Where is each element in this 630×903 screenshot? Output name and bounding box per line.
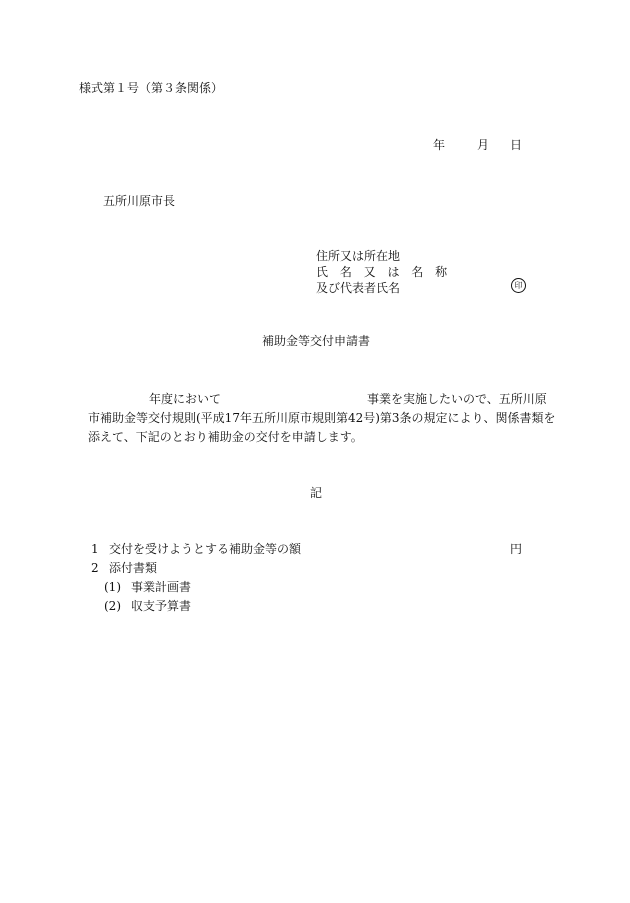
- attachment-number: (2): [104, 599, 121, 613]
- attachment-item: [91, 597, 301, 616]
- attachment-text: 事業計画書: [131, 580, 192, 594]
- addressee: 五所川原市長: [103, 194, 176, 208]
- item-number: 1: [91, 542, 99, 556]
- attachment-item: [91, 578, 301, 597]
- list-item: [91, 559, 301, 578]
- item-number: 2: [91, 561, 99, 575]
- date-day-label: 日: [510, 138, 523, 152]
- body-line-2: 市補助金等交付規則(平成17年五所川原市規則第42号)第3条の規定により、関係書類を: [88, 411, 556, 425]
- attachment-text: 収支予算書: [131, 599, 192, 613]
- list-item: [91, 540, 301, 559]
- document-title: 補助金等交付申請書: [262, 334, 371, 348]
- name-label: 氏 名 又 は 名 称: [316, 265, 452, 279]
- seal-mark: 印: [511, 278, 526, 293]
- representative-label: 及び代表者氏名: [316, 281, 401, 295]
- address-label: 住所又は所在地: [316, 249, 401, 263]
- body-project-text: 事業を実施したいので、五所川原: [367, 392, 547, 406]
- body-fiscal-year-text: 年度において: [149, 392, 222, 406]
- body-line-3: 添えて、下記のとおり補助金の交付を申請します。: [88, 430, 363, 444]
- attachment-number: (1): [104, 580, 121, 594]
- items-list: [91, 540, 301, 616]
- body-paragraph: [88, 390, 558, 447]
- yen-unit-label: 円: [510, 542, 523, 556]
- item-text: 添付書類: [109, 561, 158, 575]
- item-text: 交付を受けようとする補助金等の額: [109, 542, 302, 556]
- date-year-label: 年: [433, 138, 446, 152]
- date-month-label: 月: [477, 138, 490, 152]
- date-line: [433, 137, 522, 153]
- ki-heading: 記: [310, 486, 323, 500]
- form-number: 様式第１号（第３条関係）: [79, 81, 224, 95]
- applicant-block: [316, 248, 451, 296]
- body-line-1: [88, 390, 558, 409]
